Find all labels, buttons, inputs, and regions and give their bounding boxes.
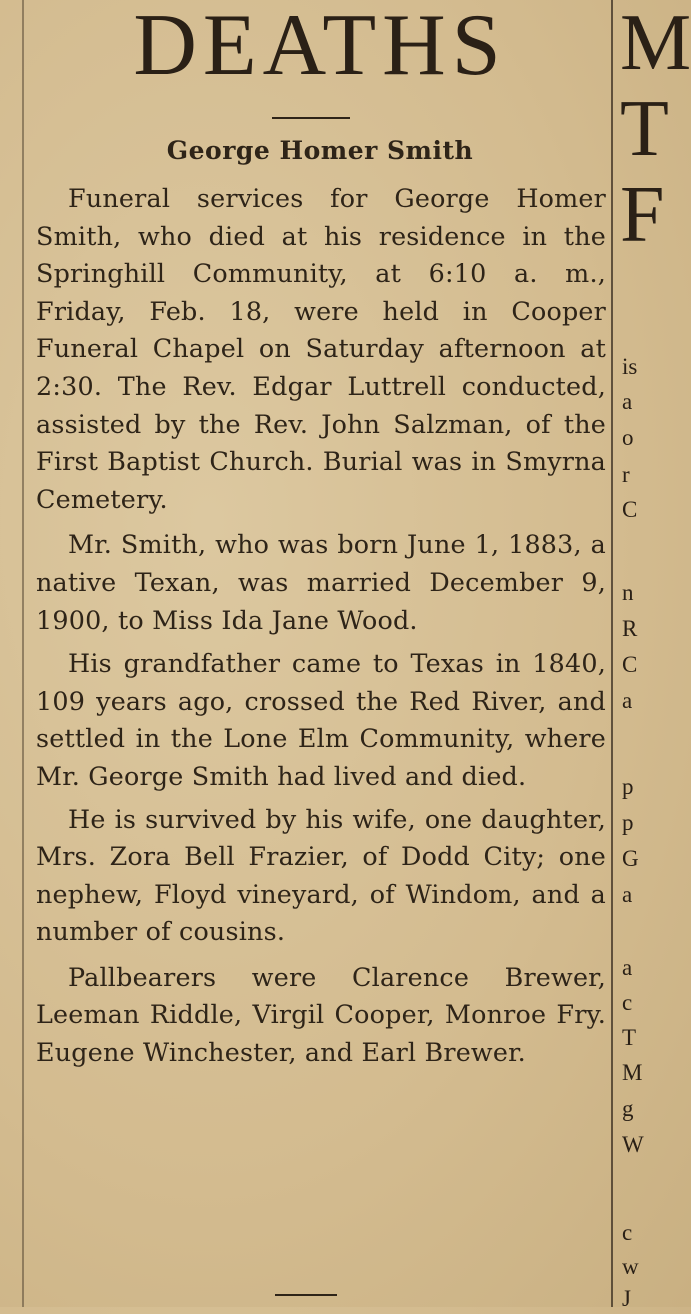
adjacent-text-fragment: M xyxy=(622,1060,643,1085)
adjacent-text-fragment: W xyxy=(622,1132,644,1157)
right-column-rule xyxy=(611,0,613,1307)
adjacent-text-fragment: C xyxy=(622,497,638,522)
adjacent-text-fragment: c xyxy=(622,1220,633,1245)
headline-divider xyxy=(272,117,350,119)
section-headline: DEATHS xyxy=(133,0,507,94)
adjacent-column-fragment xyxy=(618,0,691,1311)
adjacent-headline-letter: T xyxy=(620,85,669,173)
adjacent-text-fragment: is xyxy=(622,354,638,379)
adjacent-headline-letter: F xyxy=(620,171,665,259)
adjacent-text-fragment: o xyxy=(622,425,634,450)
adjacent-text-fragment: a xyxy=(622,688,633,713)
paragraph-birth: Mr. Smith, who was born June 1, 1883, a native Texan, was married December 9, 1900, to Miss Ida Jane Wood. xyxy=(36,529,606,635)
adjacent-text-fragment: r xyxy=(622,462,630,487)
adjacent-text-fragment: a xyxy=(622,955,633,980)
adjacent-text-fragment: J xyxy=(622,1286,631,1311)
paragraph-survivors: He is survived by his wife, one daughter, Mrs. Zora Bell Frazier, of Dodd City; one nephew, Floyd vineyard, of Windom, and a number of cousins. xyxy=(36,803,606,947)
adjacent-text-fragment: n xyxy=(622,580,634,605)
adjacent-text-fragment: R xyxy=(622,616,638,641)
adjacent-text-fragment: C xyxy=(622,652,638,677)
paragraph-family-history: His grandfather came to Texas in 1840, 109 years ago, crossed the Red River, and settled in the Lone Elm Community, where Mr. George Smith had lived and died. xyxy=(36,648,606,791)
adjacent-text-fragment: p xyxy=(622,810,634,835)
paragraph-funeral: Funeral services for George Homer Smith, who died at his residence in the Springhill Community, at 6:10 a. m., Friday, Feb. 18, were held in Cooper Funeral Chapel on Saturday afternoon at 2:30. The Rev. Edgar Luttrell conducted, assisted by the Rev. John Salzman, of the First Baptist Church. Burial was in Smyrna Cemetery. xyxy=(36,183,606,514)
adjacent-text-fragment: c xyxy=(622,990,633,1015)
obituary-title: George Homer Smith xyxy=(166,136,474,165)
adjacent-text-fragment: a xyxy=(622,389,633,414)
paragraph-pallbearers: Pallbearers were Clarence Brewer, Leeman Riddle, Virgil Cooper, Monroe Fry. Eugene Winchester, and Earl Brewer. xyxy=(36,961,606,1068)
adjacent-text-fragment: T xyxy=(622,1025,637,1050)
adjacent-headline-letter: M xyxy=(620,0,691,87)
end-divider xyxy=(275,1294,337,1296)
obituary-body xyxy=(36,180,606,1080)
adjacent-text-fragment: p xyxy=(622,774,634,799)
left-column-rule xyxy=(22,0,24,1307)
adjacent-text-fragment: g xyxy=(622,1096,634,1121)
adjacent-text-fragment: a xyxy=(622,882,633,907)
adjacent-text-fragment: w xyxy=(622,1254,639,1279)
adjacent-text-fragment: G xyxy=(622,846,639,871)
